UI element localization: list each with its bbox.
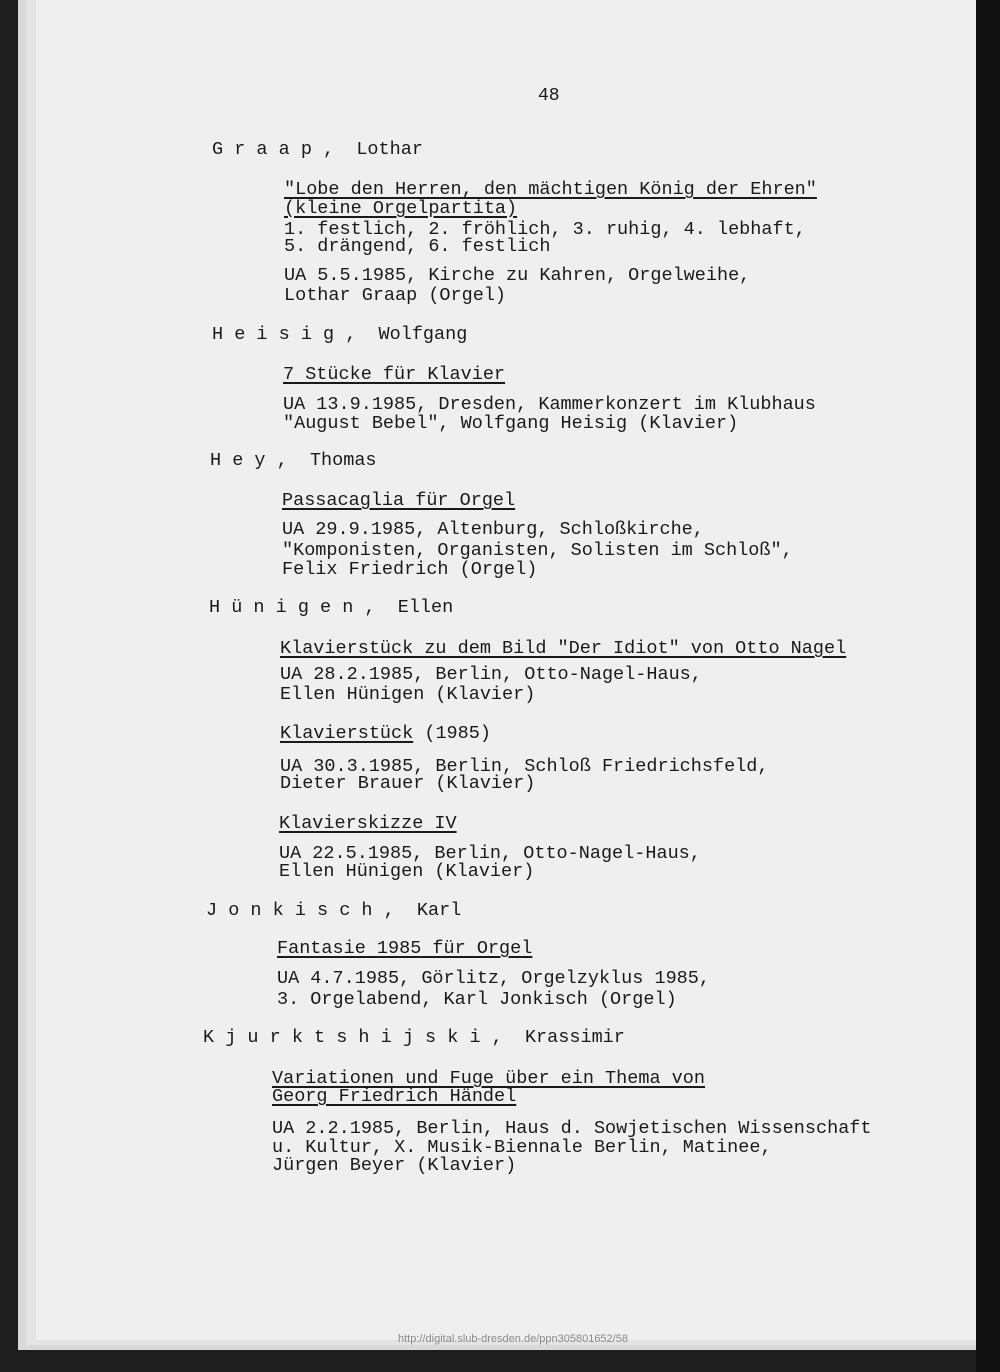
work-detail: Felix Friedrich (Orgel) [282, 559, 538, 580]
page-number: 48 [538, 86, 560, 106]
work-title: Fantasie 1985 für Orgel [277, 938, 533, 959]
footer-url[interactable]: http://digital.slub-dresden.de/ppn305801652/58 [398, 1333, 628, 1345]
work-detail: Ellen Hünigen (Klavier) [279, 861, 535, 882]
work-detail: "Komponisten, Organisten, Solisten im Schloß", [282, 540, 793, 561]
work-title: (kleine Orgelpartita) [284, 198, 518, 219]
work-title: "Lobe den Herren, den mächtigen König der Ehren" [284, 179, 817, 200]
work-detail: Dieter Brauer (Klavier) [280, 773, 536, 794]
work-title-line [280, 723, 491, 745]
work-detail: UA 5.5.1985, Kirche zu Kahren, Orgelweihe, [284, 265, 751, 286]
work-detail: UA 29.9.1985, Altenburg, Schloßkirche, [282, 519, 704, 540]
work-detail: Jürgen Beyer (Klavier) [272, 1155, 517, 1176]
work-detail: UA 2.2.1985, Berlin, Haus d. Sowjetischen Wissenschaft [272, 1118, 872, 1139]
work-detail: UA 28.2.1985, Berlin, Otto-Nagel-Haus, [280, 664, 702, 685]
book-spine-edge [976, 0, 1000, 1372]
work-detail: 5. drängend, 6. festlich [284, 236, 551, 257]
work-title: Klavierstück zu dem Bild "Der Idiot" von Otto Nagel [280, 638, 847, 659]
work-detail: 3. Orgelabend, Karl Jonkisch (Orgel) [277, 989, 677, 1010]
composer-heading: H e i s i g , Wolfgang [212, 324, 468, 345]
work-detail: UA 22.5.1985, Berlin, Otto-Nagel-Haus, [279, 843, 701, 864]
work-detail: UA 13.9.1985, Dresden, Kammerkonzert im Klubhaus [283, 394, 816, 415]
work-detail: 1. festlich, 2. fröhlich, 3. ruhig, 4. lebhaft, [284, 219, 806, 240]
composer-heading: G r a a p , Lothar [212, 139, 423, 160]
work-detail: Ellen Hünigen (Klavier) [280, 684, 536, 705]
work-title: Variationen und Fuge über ein Thema von [272, 1068, 705, 1089]
work-detail: Lothar Graap (Orgel) [284, 285, 507, 306]
composer-heading: K j u r k t s h i j s k i , Krassimir [203, 1027, 625, 1048]
work-title: 7 Stücke für Klavier [283, 364, 506, 385]
work-year: (1985) [413, 723, 491, 744]
composer-heading: H e y , Thomas [210, 450, 377, 471]
work-title: Klavierskizze IV [279, 813, 457, 834]
composer-heading: H ü n i g e n , Ellen [209, 597, 454, 618]
work-title: Klavierstück [280, 723, 414, 744]
work-detail: UA 4.7.1985, Görlitz, Orgelzyklus 1985, [277, 968, 710, 989]
work-title: Georg Friedrich Händel [272, 1086, 517, 1107]
work-detail: UA 30.3.1985, Berlin, Schloß Friedrichsfeld, [280, 756, 769, 777]
work-title: Passacaglia für Orgel [282, 490, 516, 511]
work-detail: u. Kultur, X. Musik-Biennale Berlin, Matinee, [272, 1137, 772, 1158]
work-detail: "August Bebel", Wolfgang Heisig (Klavier) [283, 413, 739, 434]
composer-heading: J o n k i s c h , Karl [206, 900, 462, 921]
